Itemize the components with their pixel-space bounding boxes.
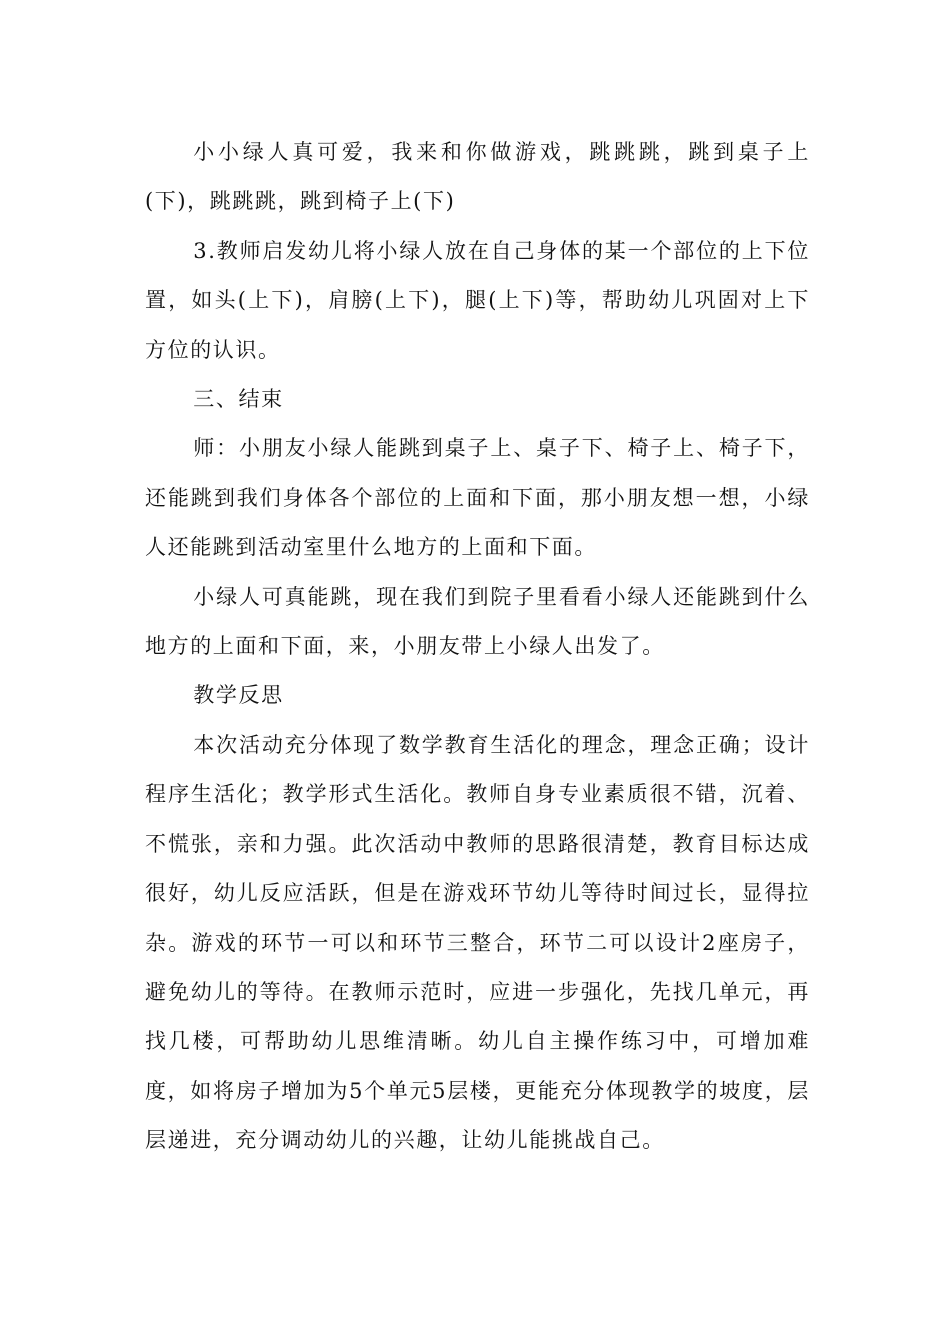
paragraph-teacher-speech: 师：小朋友小绿人能跳到桌子上、桌子下、椅子上、椅子下，还能跳到我们身体各个部位的上面和下面，那小朋友想一想，小绿人还能跳到活动室里什么地方的上面和下面。 xyxy=(145,436,810,560)
paragraph-chant: 小小绿人真可爱，我来和你做游戏，跳跳跳，跳到桌子上(下)，跳跳跳，跳到椅子上(下) xyxy=(145,140,810,214)
paragraph-step-3: 3.教师启发幼儿将小绿人放在自己身体的某一个部位的上下位置，如头(上下)，肩膀(上下)，腿(上下)等，帮助幼儿巩固对上下方位的认识。 xyxy=(145,238,810,362)
section-heading-reflection: 教学反思 xyxy=(193,683,284,708)
paragraph-going-outside: 小绿人可真能跳，现在我们到院子里看看小绿人还能跳到什么地方的上面和下面，来，小朋友带上小绿人出发了。 xyxy=(145,584,810,659)
section-heading-ending: 三、结束 xyxy=(193,387,284,412)
paragraph-reflection: 本次活动充分体现了数学教育生活化的理念，理念正确；设计程序生活化；教学形式生活化。教师自身专业素质很不错，沉着、不慌张，亲和力强。此次活动中教师的思路很清楚，教育目标达成很好，幼儿反应活跃，但是在游戏环节幼儿等待时间过长，显得拉杂。游戏的环节一可以和环节三整合，环节二可以设计2座房子，避免幼儿的等待。在教师示范时，应进一步强化，先找几单元，再找几楼，可帮助幼儿思维清晰。幼儿自主操作练习中，可增加难度，如将房子增加为5个单元5层楼，更能充分体现教学的坡度，层层递进，充分调动幼儿的兴趣，让幼儿能挑战自己。 xyxy=(145,732,810,1153)
document-body xyxy=(145,128,810,1166)
